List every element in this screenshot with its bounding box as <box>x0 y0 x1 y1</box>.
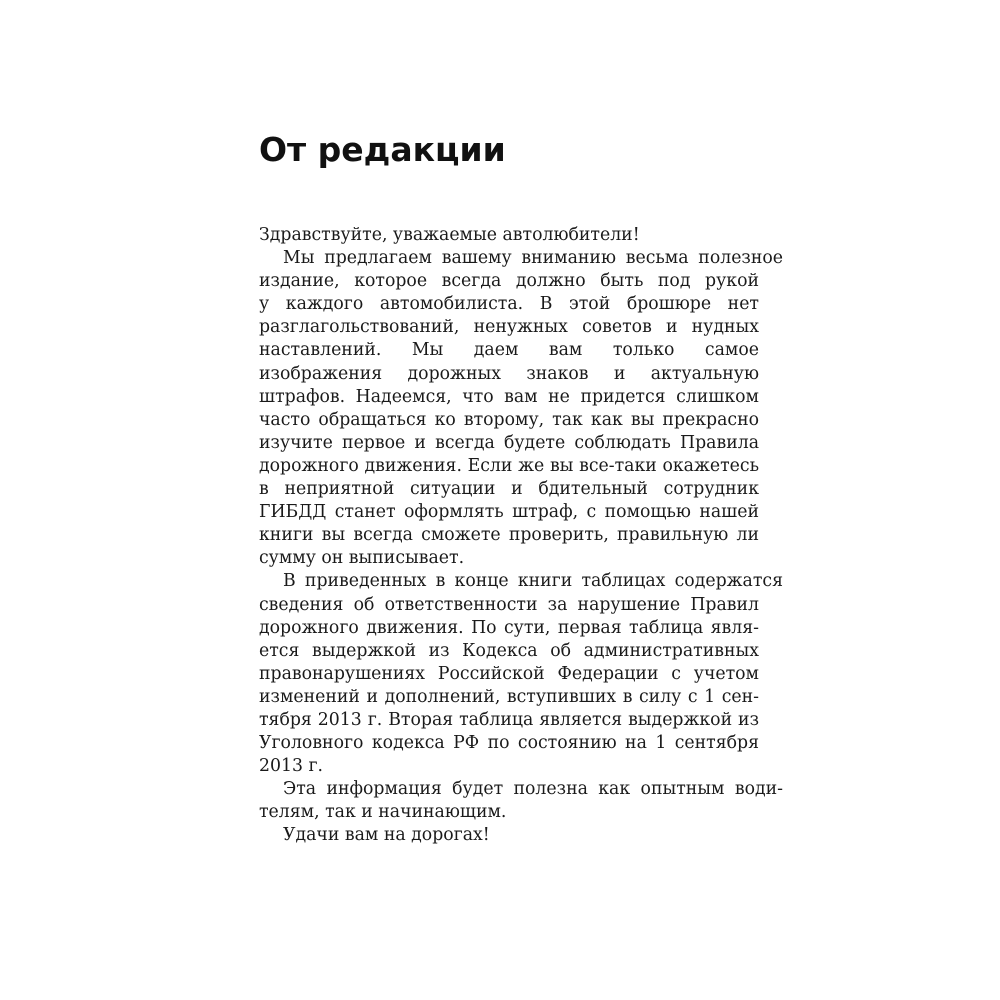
paragraph-line: штрафов. Надеемся, что вам не придется слишком <box>259 386 759 407</box>
closing-line: Удачи вам на дорогах! <box>283 825 490 846</box>
paragraph-line: Уголовного кодекса РФ по состоянию на 1 сентября <box>259 733 759 754</box>
paragraph-line: тября 2013 г. Вторая таблица является выдержкой из <box>259 709 759 730</box>
paragraph-line: книги вы всегда сможете проверить, правильную ли <box>259 525 759 546</box>
greeting-line: Здравствуйте, уважаемые автолюбители! <box>259 225 640 245</box>
paragraph-line: изменений и дополнений, вступивших в силу с 1 сен- <box>259 686 759 707</box>
paragraph-line: разглагольствований, ненужных советов и нудных <box>259 317 759 338</box>
paragraph-line: телям, так и начинающим. <box>259 802 507 823</box>
paragraph-line: издание, которое всегда должно быть под рукой <box>259 271 759 292</box>
paragraph-line: изображения дорожных знаков и актуальную <box>259 363 759 384</box>
paragraph-line: ГИБДД станет оформлять штраф, с помощью нашей <box>259 502 759 523</box>
paragraph-line: сведения об ответственности за нарушение Правил <box>259 594 759 615</box>
paragraph-line: ется выдержкой из Кодекса об административных <box>259 640 759 661</box>
paragraph-line: у каждого автомобилиста. В этой брошюре нет <box>259 294 759 315</box>
paragraph-line: дорожного движения. Если же вы все-таки окажетесь <box>259 455 759 476</box>
paragraph-line: изучите первое и всегда будете соблюдать Правила <box>259 432 759 453</box>
paragraph-line: 2013 г. <box>259 756 324 777</box>
page-title: От редакции <box>259 130 506 169</box>
paragraph-line: правонарушениях Российской Федерации с учетом <box>259 663 759 684</box>
paragraph-line: часто обращаться ко второму, так как вы прекрасно <box>259 409 759 430</box>
paragraph-line: Мы предлагаем вашему вниманию весьма полезное <box>283 248 783 269</box>
paragraph-line: дорожного движения. По сути, первая таблица явля- <box>259 617 759 638</box>
paragraph-line: В приведенных в конце книги таблицах содержатся <box>283 571 783 592</box>
body-text <box>259 224 783 848</box>
paragraph-line: наставлений. Мы даем вам только самое <box>259 340 759 361</box>
paragraph-line: Эта информация будет полезна как опытным води- <box>283 779 783 800</box>
paragraph-line: сумму он выписывает. <box>259 548 465 569</box>
paragraph-line: в неприятной ситуации и бдительный сотрудник <box>259 479 759 500</box>
